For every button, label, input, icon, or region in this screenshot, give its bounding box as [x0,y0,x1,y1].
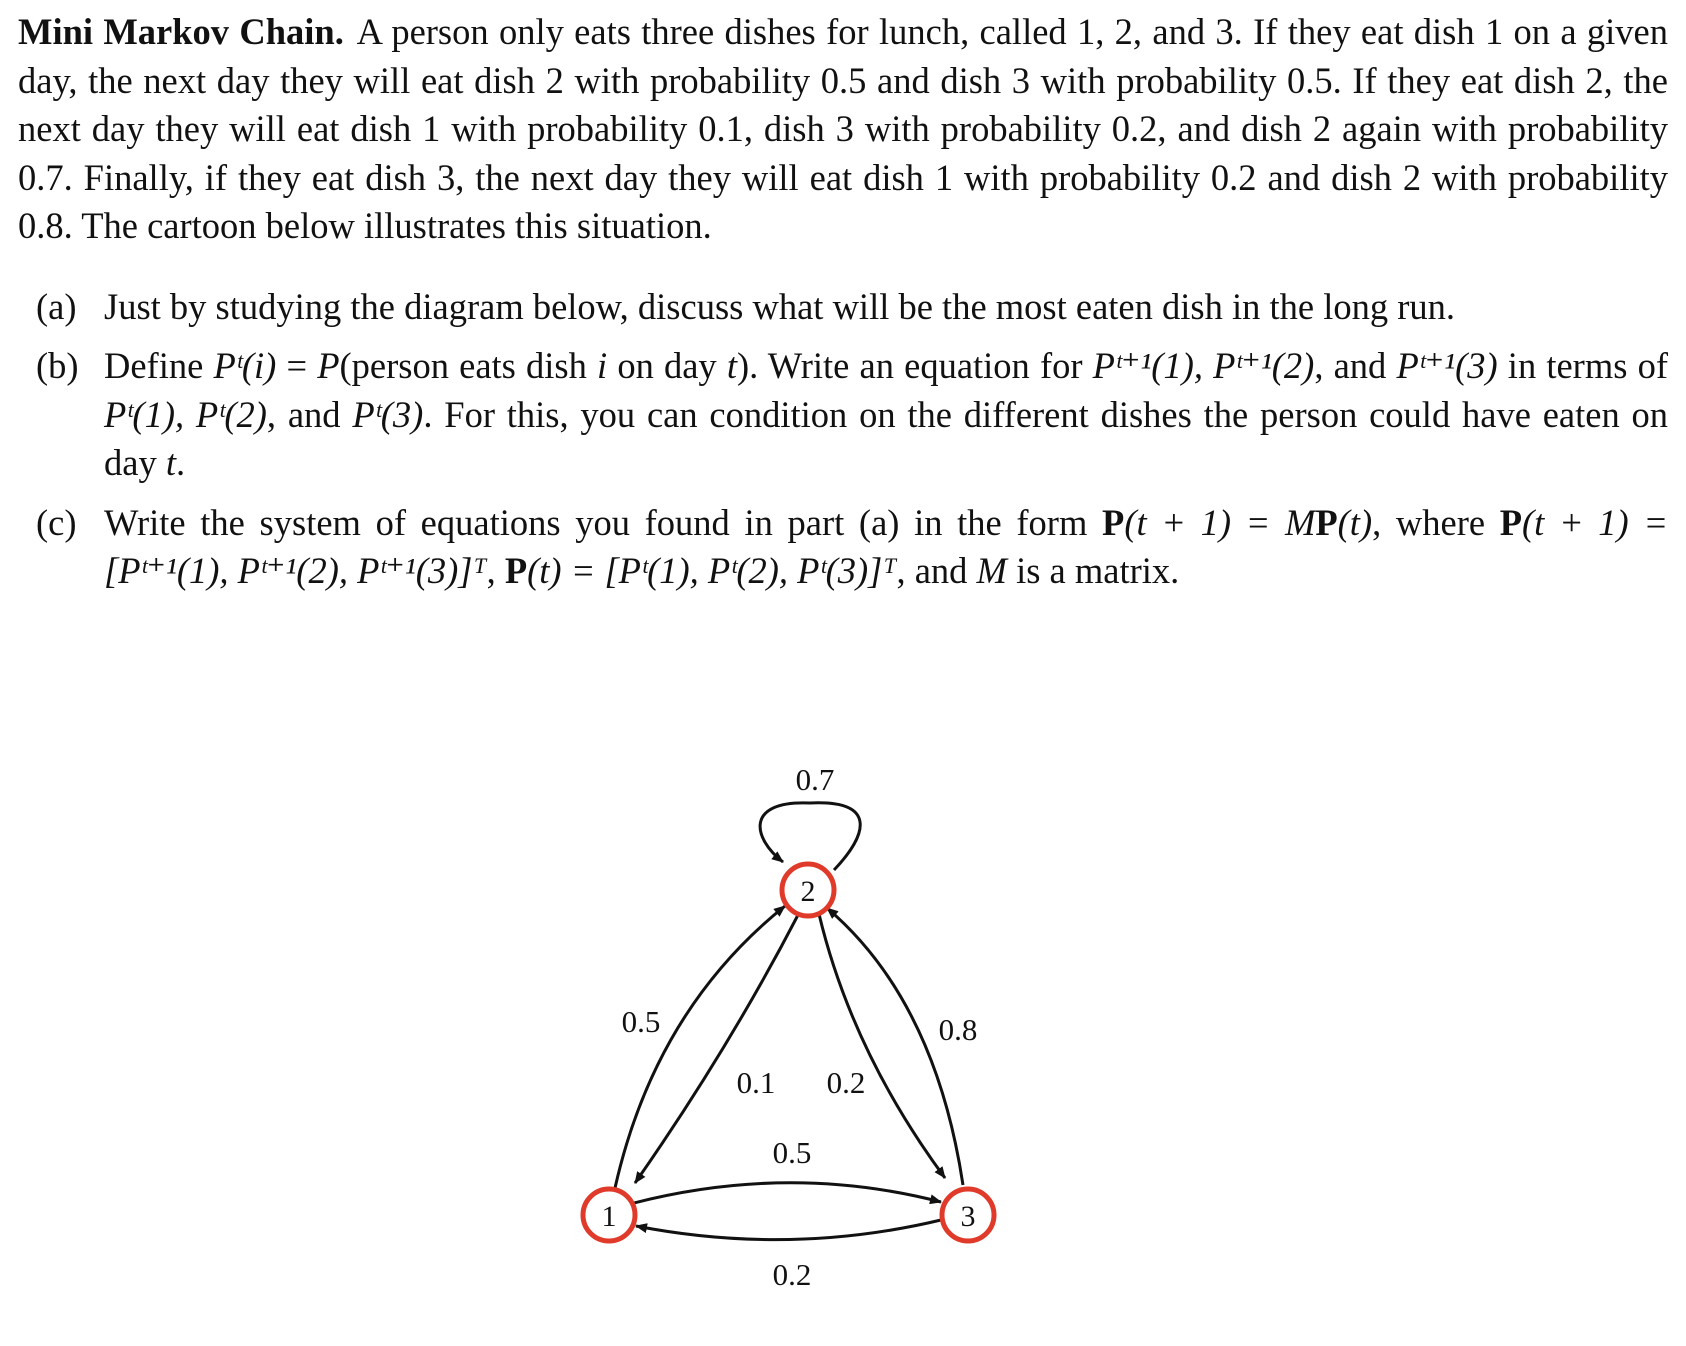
part-c-text-5: is a matrix. [1006,550,1180,591]
math-pt1-2: Pᵗ⁺¹(2) [1213,345,1315,386]
math-form: P(t + 1) = MP(t) [1102,501,1373,543]
part-c-tag: (c) [36,501,77,543]
node-2 [782,864,834,916]
part-a-tag: (a) [36,285,77,327]
part-c-text-3: , [486,550,505,591]
part-b-text-6: , and [1314,345,1397,386]
edge-3-to-1 [636,1220,941,1240]
part-b-text-4: on day [607,345,727,386]
part-b-text-10: . [175,442,186,483]
part-b-text-7: in terms of [1497,345,1668,386]
part-c-text-2: , where [1372,501,1500,543]
edge-label-1-to-2: 0.5 [621,1004,661,1039]
math-pt1-1: Pᵗ⁺¹(1), [1092,345,1214,386]
node-2-label: 2 [800,875,816,908]
edge-1-to-2 [615,906,785,1188]
math-pt-3: Pᵗ(3) [352,393,424,435]
part-b-text-3: (person eats dish [339,345,598,386]
part-b-text-1: Define [104,345,214,386]
math-pt-1: Pᵗ(1), [104,393,196,435]
math-def-cur: P(t) = [Pᵗ(1), Pᵗ(2), Pᵗ(3)]ᵀ [504,550,897,591]
edge-label-2-to-2: 0.7 [795,762,835,797]
part-c-text-1: Write the system of equations you found in part (a) in the form [104,501,1103,543]
edge-1-to-3 [634,1183,941,1203]
math-t-2: t [165,442,176,483]
part-b-text-5: ). Write an equation for [736,345,1093,386]
part-c-text-4: , and [896,550,977,591]
problem-intro: A person only eats three dishes for lunch, called 1, 2, and 3. If they eat dish 1 on a given day, the next day they will eat dish 2 with probability 0.5 and dish 3 with probability 0.5. If they eat dish 2, the next day they will eat dish 1 with probability 0.1, dish 3 with probability 0.2, and dish 2 again with probability 0.7. Finally, if they eat dish 3, the next day they will eat dish 1 with probability 0.2 and dish 2 with probability 0.8. The cartoon below illustrates this situation. [18,11,1668,246]
edge-label-1-to-3: 0.5 [772,1135,812,1170]
node-1-label: 1 [601,1200,617,1233]
part-b-text-2: = [276,345,318,386]
edge-label-2-to-3: 0.2 [826,1065,866,1100]
math-pt-i: Pᵗ(i) [213,345,277,386]
math-m: M [976,550,1007,591]
part-b-text-8: , and [266,393,353,435]
math-pt1-3: Pᵗ⁺¹(3) [1396,345,1498,386]
part-b-tag: (b) [36,345,79,386]
node-1 [583,1189,635,1241]
math-t: t [726,345,737,386]
node-3 [942,1189,994,1241]
node-3-label: 3 [960,1200,976,1233]
edge-label-3-to-1: 0.2 [772,1257,812,1292]
math-p: P [317,345,340,386]
math-i: i [597,345,608,386]
part-b-text-9: . For this, you can condition on the different dishes the person could have eaten on day [104,393,1668,483]
part-a-text: Just by studying the diagram below, discuss what will be the most eaten dish in the long run. [104,285,1455,327]
math-pt-2: Pᵗ(2) [195,393,267,435]
edge-label-3-to-2: 0.8 [938,1012,978,1047]
math-def-next: P(t + 1) = [Pᵗ⁺¹(1), Pᵗ⁺¹(2), Pᵗ⁺¹(3)]ᵀ [104,501,1668,591]
problem-title: Mini Markov Chain. [18,11,344,52]
edge-label-2-to-1: 0.1 [736,1065,776,1100]
edge-2-to-2 [760,803,860,870]
